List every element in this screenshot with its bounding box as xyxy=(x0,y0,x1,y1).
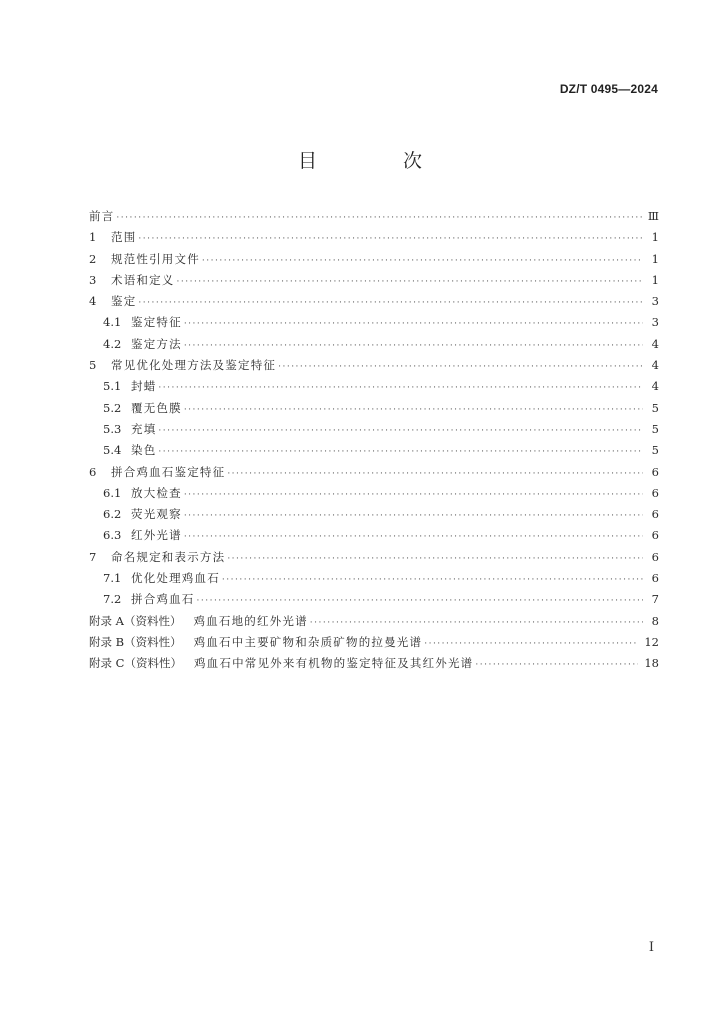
toc-entry-label: 拼合鸡血石 xyxy=(131,592,195,607)
toc-entry-number: 5.2 xyxy=(103,400,122,415)
toc-entry-page: 12 xyxy=(644,634,659,649)
page-title: 目 次 xyxy=(297,150,463,172)
toc-leader-dots xyxy=(202,251,643,272)
toc-entry-number: 7 xyxy=(89,549,97,564)
toc-entry-page: 4 xyxy=(651,336,659,351)
toc-entry-label: 优化处理鸡血石 xyxy=(131,571,220,586)
toc-entry-page: 8 xyxy=(651,613,659,628)
toc-leader-dots xyxy=(116,208,642,229)
toc-entry-label: 封蜡 xyxy=(131,379,157,394)
toc-leader-dots xyxy=(424,634,638,655)
toc-entry-page: 1 xyxy=(651,230,659,245)
toc-entry[interactable] xyxy=(89,653,659,674)
toc-entry[interactable] xyxy=(89,525,659,546)
toc-leader-dots xyxy=(227,464,643,485)
toc-entry[interactable] xyxy=(89,440,659,461)
toc-entry-number: 6.3 xyxy=(103,528,122,543)
toc-entry-label: 覆无色膜 xyxy=(131,400,182,415)
toc-entry-number: 附录 A（资料性） xyxy=(89,613,182,628)
toc-entry-page: 18 xyxy=(644,656,659,671)
toc-entry[interactable] xyxy=(89,291,659,312)
toc-entry[interactable] xyxy=(89,312,659,333)
toc-entry-label: 命名规定和表示方法 xyxy=(111,549,226,564)
table-of-contents xyxy=(89,206,659,675)
toc-entry-label: 鉴定方法 xyxy=(131,336,182,351)
toc-entry[interactable] xyxy=(89,483,659,504)
toc-entry-page: 6 xyxy=(651,507,659,522)
toc-entry-page: 3 xyxy=(651,294,659,309)
toc-entry-label: 放大检查 xyxy=(131,485,182,500)
toc-entry-label: 鉴定 xyxy=(111,294,137,309)
toc-leader-dots xyxy=(278,357,643,378)
toc-entry[interactable] xyxy=(89,462,659,483)
toc-entry-page: 1 xyxy=(651,272,659,287)
toc-entry-label: 鉴定特征 xyxy=(131,315,182,330)
toc-entry-label: 鸡血石中常见外来有机物的鉴定特征及其红外光谱 xyxy=(193,656,474,671)
toc-entry-number: 5.4 xyxy=(103,443,122,458)
toc-entry-number: 附录 C（资料性） xyxy=(89,656,182,671)
toc-entry[interactable] xyxy=(89,632,659,653)
toc-leader-dots xyxy=(177,272,644,293)
toc-entry-number: 4 xyxy=(89,294,97,309)
toc-entry-number: 7.2 xyxy=(103,592,122,607)
toc-entry-label: 红外光谱 xyxy=(131,528,182,543)
toc-entry-number: 3 xyxy=(89,272,97,287)
toc-leader-dots xyxy=(184,314,643,335)
toc-entry-number: 附录 B（资料性） xyxy=(89,634,182,649)
toc-entry-number: 5 xyxy=(89,358,97,373)
toc-leader-dots xyxy=(475,655,638,676)
toc-entry[interactable] xyxy=(89,227,659,248)
toc-entry-page: 1 xyxy=(651,251,659,266)
toc-leader-dots xyxy=(310,613,643,634)
toc-entry[interactable] xyxy=(89,355,659,376)
toc-entry-page: 6 xyxy=(651,464,659,479)
toc-entry-page: 5 xyxy=(651,443,659,458)
toc-entry-label: 鸡血石中主要矿物和杂质矿物的拉曼光谱 xyxy=(193,634,423,649)
toc-entry-label: 范围 xyxy=(111,230,137,245)
toc-entry-number: 4.2 xyxy=(103,336,122,351)
toc-entry-page: 6 xyxy=(651,485,659,500)
toc-entry-label: 术语和定义 xyxy=(111,272,175,287)
toc-entry-number: 4.1 xyxy=(103,315,122,330)
toc-leader-dots xyxy=(184,527,643,548)
toc-leader-dots xyxy=(197,591,644,612)
toc-leader-dots xyxy=(184,506,643,527)
toc-leader-dots xyxy=(158,442,643,463)
toc-entry-page: 3 xyxy=(651,315,659,330)
toc-entry-page: 5 xyxy=(651,400,659,415)
page-number: I xyxy=(648,940,654,955)
toc-entry[interactable] xyxy=(89,206,659,227)
toc-entry-label: 充填 xyxy=(131,421,157,436)
toc-entry-number: 5.1 xyxy=(103,379,122,394)
toc-leader-dots xyxy=(227,549,643,570)
toc-entry-number: 6.1 xyxy=(103,485,122,500)
toc-entry-number: 6 xyxy=(89,464,97,479)
toc-entry[interactable] xyxy=(89,249,659,270)
toc-entry-page: 6 xyxy=(651,549,659,564)
toc-entry-number: 7.1 xyxy=(103,571,122,586)
toc-entry-number: 2 xyxy=(89,251,97,266)
toc-entry-label: 荧光观察 xyxy=(131,507,182,522)
toc-entry[interactable] xyxy=(89,270,659,291)
toc-entry-number: 6.2 xyxy=(103,507,122,522)
toc-entry[interactable] xyxy=(89,419,659,440)
toc-entry-page: 7 xyxy=(651,592,659,607)
toc-entry-page: 6 xyxy=(651,528,659,543)
toc-entry-label: 常见优化处理方法及鉴定特征 xyxy=(111,358,277,373)
toc-entry-label: 鸡血石地的红外光谱 xyxy=(193,613,308,628)
toc-leader-dots xyxy=(184,485,643,506)
toc-leader-dots xyxy=(158,421,643,442)
toc-entry-page: 6 xyxy=(651,571,659,586)
toc-entry[interactable] xyxy=(89,376,659,397)
toc-entry-number: 1 xyxy=(89,230,97,245)
toc-entry-label: 染色 xyxy=(131,443,157,458)
toc-entry[interactable] xyxy=(89,589,659,610)
standard-code: DZ/T 0495—2024 xyxy=(559,82,658,96)
toc-entry[interactable] xyxy=(89,547,659,568)
toc-leader-dots xyxy=(184,336,643,357)
toc-leader-dots xyxy=(138,229,643,250)
toc-leader-dots xyxy=(158,378,643,399)
toc-leader-dots xyxy=(138,293,643,314)
toc-entry-page: 4 xyxy=(651,379,659,394)
toc-entry-page: 5 xyxy=(651,421,659,436)
toc-entry-page: Ⅲ xyxy=(647,209,659,223)
toc-entry[interactable] xyxy=(89,504,659,525)
toc-leader-dots xyxy=(184,400,643,421)
toc-entry-label: 拼合鸡血石鉴定特征 xyxy=(111,464,226,479)
toc-entry-page: 4 xyxy=(651,358,659,373)
toc-entry-label: 规范性引用文件 xyxy=(111,251,200,266)
toc-leader-dots xyxy=(222,570,643,591)
toc-entry[interactable] xyxy=(89,334,659,355)
toc-entry-number: 5.3 xyxy=(103,421,122,436)
toc-entry[interactable] xyxy=(89,568,659,589)
toc-entry-label: 前言 xyxy=(89,209,115,223)
toc-entry[interactable] xyxy=(89,398,659,419)
toc-entry[interactable] xyxy=(89,611,659,632)
